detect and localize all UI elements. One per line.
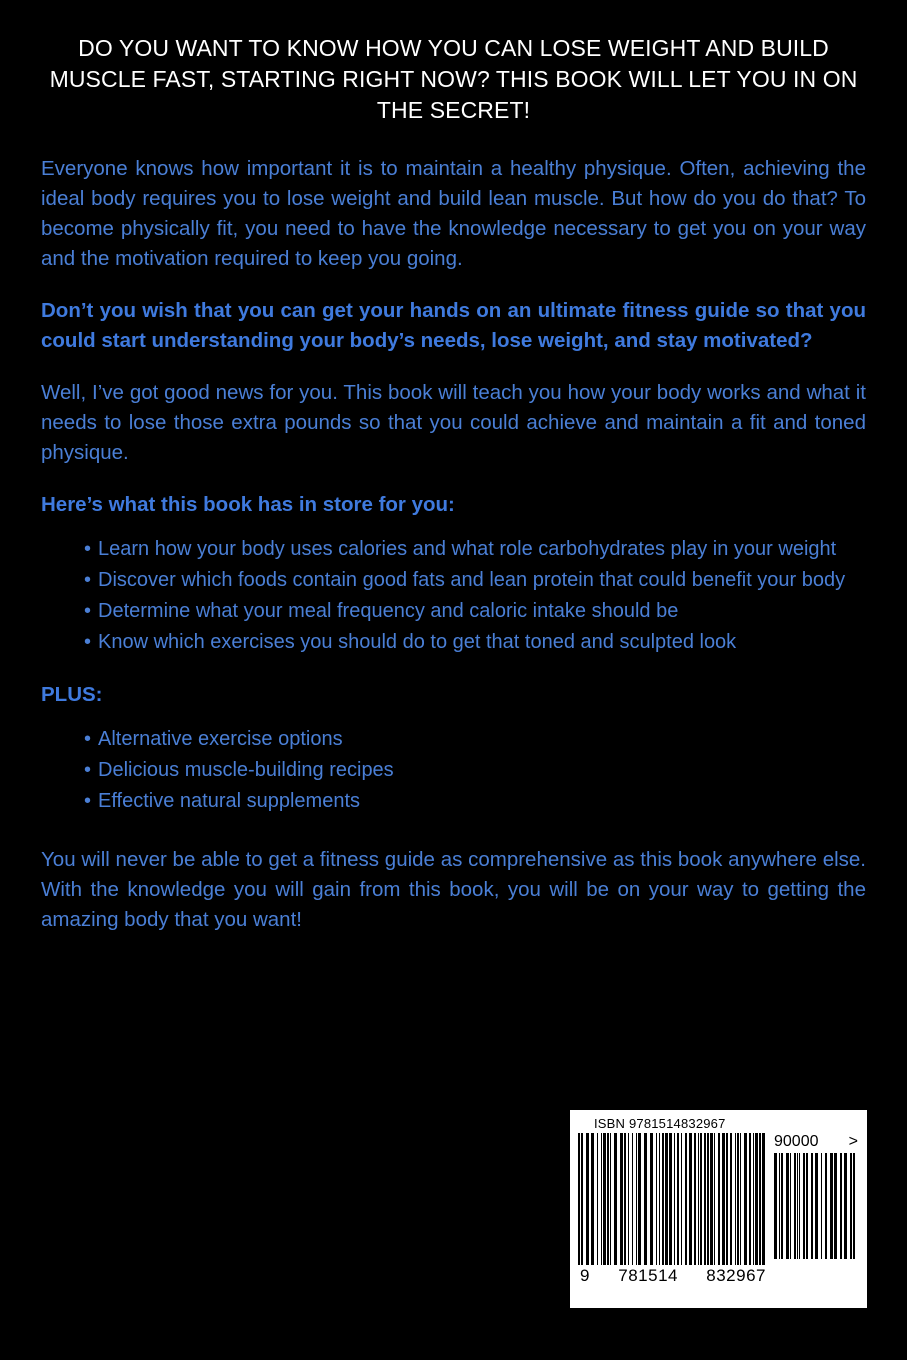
contents-list: [41, 534, 866, 658]
barcode-digit-lead: 9: [580, 1266, 590, 1285]
barcode-digits-right: 832967: [706, 1266, 766, 1285]
list-item: • Effective natural supplements: [84, 786, 866, 817]
price-addon-barcode: [774, 1133, 858, 1259]
list-item: • Determine what your meal frequency and caloric intake should be: [84, 596, 866, 627]
cover-text-content: [41, 33, 866, 957]
addon-barcode-bars: [774, 1153, 858, 1259]
list-item: • Discover which foods contain good fats and lean protein that could benefit your body: [84, 565, 866, 596]
addon-value-row: [774, 1133, 858, 1151]
closing-paragraph: You will never be able to get a fitness guide as comprehensive as this book anywhere else. With the knowledge you will gain from this book, you will be on your way to getting the amazing body that you want!: [41, 848, 866, 931]
list-item: • Delicious muscle-building recipes: [84, 755, 866, 786]
page-title: DO YOU WANT TO KNOW HOW YOU CAN LOSE WEIGHT AND BUILD MUSCLE FAST, STARTING RIGHT NOW? THIS BOOK WILL LET YOU IN ON THE SECRET!: [49, 35, 858, 123]
list-item: • Alternative exercise options: [84, 724, 866, 755]
intro-paragraph: Everyone knows how important it is to maintain a healthy physique. Often, achieving the ideal body requires you to lose weight and build lean muscle. But how do you do that? To become physically fit, you need to have the knowledge necessary to get you on your way and the motivation required to keep you going.: [41, 157, 866, 270]
barcode-digits: [578, 1266, 768, 1286]
isbn-label: ISBN 9781514832967: [594, 1116, 726, 1131]
barcodes-row: [578, 1133, 859, 1283]
question-paragraph: Don’t you wish that you can get your hands on an ultimate fitness guide so that you could start understanding your body’s needs, lose weight, and stay motivated?: [41, 299, 866, 352]
contents-heading: Here’s what this book has in store for you:: [41, 493, 455, 516]
isbn-barcode: [578, 1133, 768, 1286]
addon-value: 90000: [774, 1133, 819, 1150]
barcode-digits-left: 781514: [618, 1266, 678, 1285]
spacer: [41, 835, 866, 845]
plus-heading: PLUS:: [41, 683, 103, 706]
barcode-panel: [570, 1110, 867, 1308]
promise-paragraph: Well, I’ve got good news for you. This book will teach you how your body works and what it needs to lose those extra pounds so that you could achieve and maintain a fit and toned physique.: [41, 381, 866, 464]
plus-list: [41, 724, 866, 817]
addon-caret: >: [848, 1133, 858, 1150]
list-item: • Learn how your body uses calories and what role carbohydrates play in your weight: [84, 534, 866, 565]
barcode-bars: [578, 1133, 768, 1265]
list-item: • Know which exercises you should do to get that toned and sculpted look: [84, 627, 866, 658]
